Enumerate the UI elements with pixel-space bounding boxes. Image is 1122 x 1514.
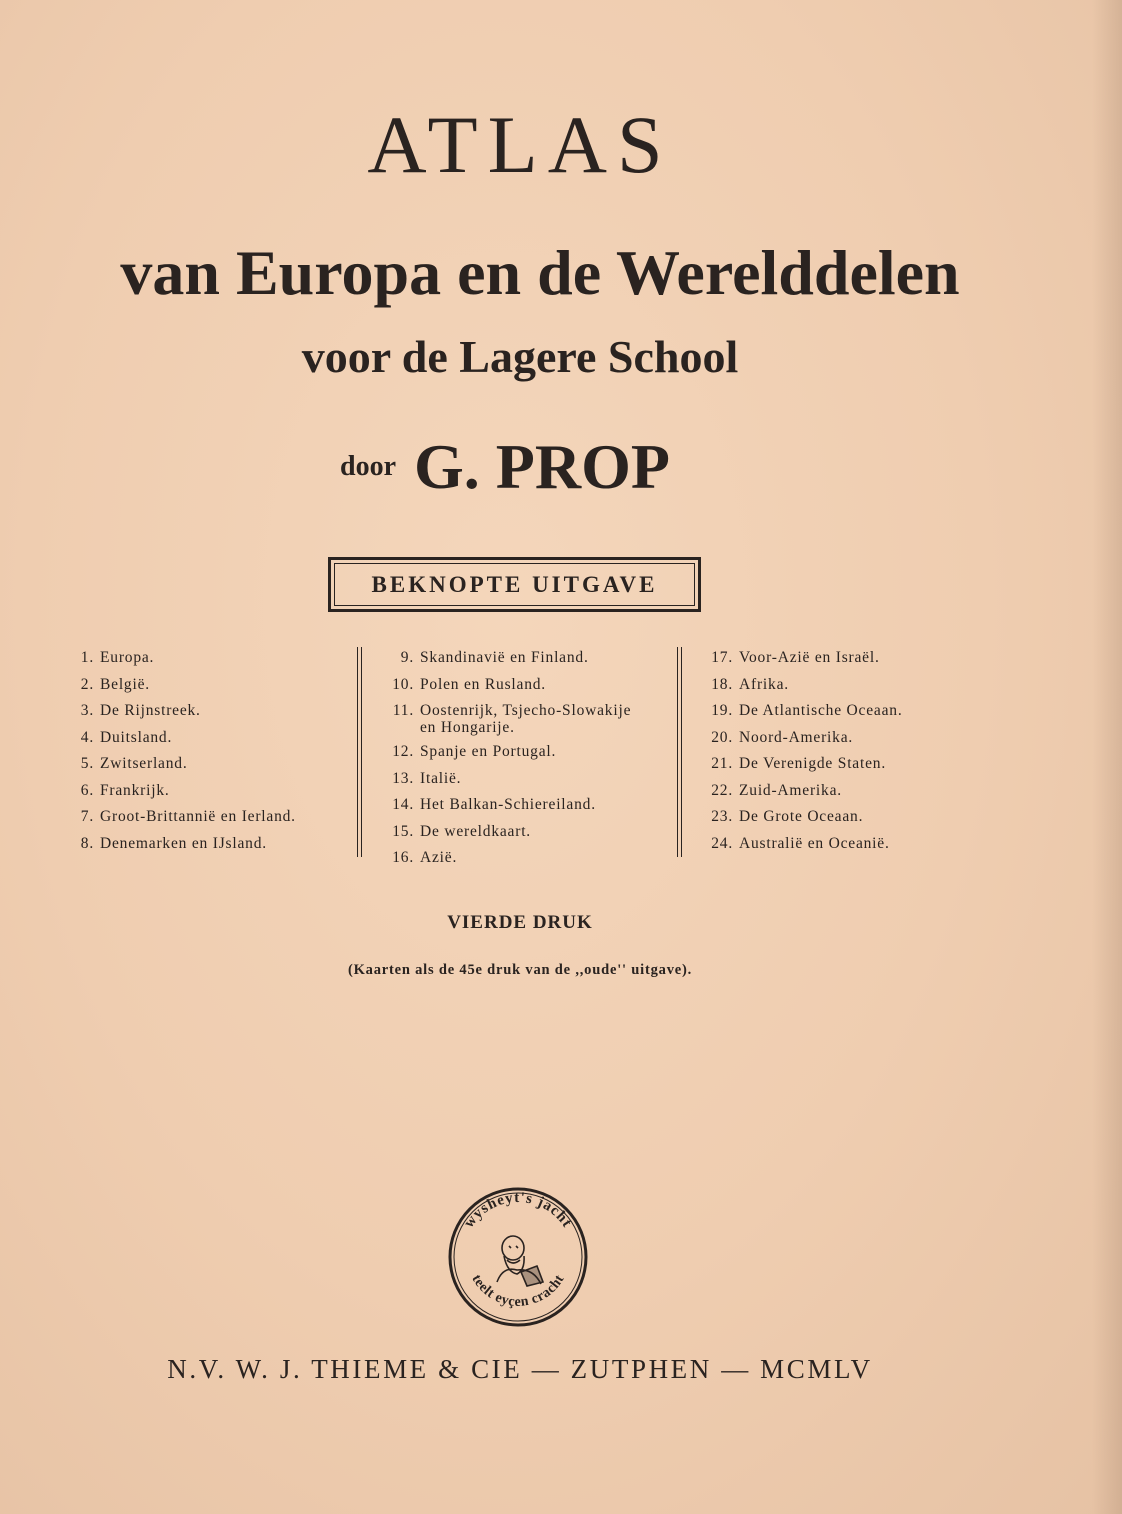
list-item xyxy=(384,702,684,736)
item-title: De Atlantische Oceaan. xyxy=(739,702,903,719)
page-edge-shadow xyxy=(1092,0,1122,1514)
item-title: Voor-Azië en Israël. xyxy=(739,649,880,666)
contents-column-1 xyxy=(66,645,356,857)
list-item xyxy=(66,672,356,699)
item-title: België. xyxy=(100,675,150,693)
item-number: 9. xyxy=(400,649,414,666)
list-item xyxy=(384,672,684,699)
item-number: 22. xyxy=(711,781,733,799)
seal-motto-top: wysheyt's jacht xyxy=(461,1189,576,1231)
edition-note: (Kaarten als de 45e druk van de ,,oude'' uitgave). xyxy=(347,962,693,978)
list-item xyxy=(703,698,1003,725)
item-title: Afrika. xyxy=(739,675,789,693)
contents-column-2 xyxy=(384,645,684,872)
item-number: 18. xyxy=(711,675,733,693)
item-title: Spanje en Portugal. xyxy=(420,743,557,760)
publisher-line: N.V. W. J. THIEME & CIE — ZUTPHEN — MCMLV xyxy=(167,1354,873,1384)
contents-column-3 xyxy=(703,645,1003,857)
print-edition: VIERDE DRUK xyxy=(447,912,593,933)
subtitle-line-2: voor de Lagere School xyxy=(301,331,739,382)
item-number: 23. xyxy=(711,808,733,825)
item-number: 6. xyxy=(80,781,94,799)
item-title: Europa. xyxy=(100,649,155,666)
item-number: 19. xyxy=(711,702,733,719)
item-number: 10. xyxy=(392,675,414,693)
list-item xyxy=(66,804,356,831)
item-title: De Rijnstreek. xyxy=(100,702,201,719)
list-item xyxy=(384,739,684,766)
list-item xyxy=(703,778,1003,805)
item-title: De Grote Oceaan. xyxy=(739,808,864,825)
list-item xyxy=(384,645,684,672)
item-title-continued: en Hongarije. xyxy=(420,719,515,736)
item-title: Zuid-Amerika. xyxy=(739,781,842,799)
edition-label: BEKNOPTE UITGAVE xyxy=(371,571,658,597)
item-number: 5. xyxy=(80,755,94,772)
item-number: 11. xyxy=(392,702,414,719)
item-number: 14. xyxy=(392,796,414,813)
list-item xyxy=(703,725,1003,752)
list-item xyxy=(384,819,684,846)
column-divider xyxy=(677,647,682,857)
item-title: Polen en Rusland. xyxy=(420,675,546,693)
item-number: 2. xyxy=(80,675,94,693)
atlas-title: ATLAS xyxy=(367,99,673,190)
list-item xyxy=(384,766,684,793)
item-title: Australië en Oceanië. xyxy=(739,834,890,852)
item-number: 3. xyxy=(80,702,94,719)
scholar-figure-icon xyxy=(497,1236,543,1286)
item-title: Denemarken en IJsland. xyxy=(100,834,267,852)
item-number: 16. xyxy=(392,849,414,866)
list-item xyxy=(66,698,356,725)
item-number: 13. xyxy=(392,769,414,787)
item-title: De Verenigde Staten. xyxy=(739,755,886,772)
column-divider xyxy=(357,647,362,857)
list-item xyxy=(66,751,356,778)
list-item xyxy=(703,645,1003,672)
list-item xyxy=(703,751,1003,778)
item-number: 15. xyxy=(392,822,414,840)
item-title: De wereldkaart. xyxy=(420,822,531,840)
publisher-seal-logo xyxy=(447,1186,589,1328)
item-title: Zwitserland. xyxy=(100,755,188,772)
item-number: 4. xyxy=(80,728,94,746)
item-title: Frankrijk. xyxy=(100,781,170,799)
list-item xyxy=(384,845,684,872)
item-number: 20. xyxy=(711,728,733,746)
author-name: G. PROP xyxy=(414,431,670,502)
list-item xyxy=(384,792,684,819)
item-title: Noord-Amerika. xyxy=(739,728,854,746)
item-number: 7. xyxy=(80,808,94,825)
item-number: 24. xyxy=(711,834,733,852)
list-item xyxy=(703,831,1003,858)
item-number: 1. xyxy=(80,649,94,666)
author-line xyxy=(340,430,670,504)
item-number: 17. xyxy=(711,649,733,666)
item-title: Groot-Brittannië en Ierland. xyxy=(100,808,296,825)
item-title: Oostenrijk, Tsjecho-Slowakije xyxy=(420,702,632,719)
list-item xyxy=(66,831,356,858)
item-number: 21. xyxy=(711,755,733,772)
item-title: Duitsland. xyxy=(100,728,173,746)
list-item xyxy=(66,645,356,672)
author-prefix: door xyxy=(340,451,396,482)
list-item xyxy=(66,725,356,752)
list-item xyxy=(703,804,1003,831)
item-number: 12. xyxy=(392,743,414,760)
item-number: 8. xyxy=(80,834,94,852)
edition-box xyxy=(328,557,701,612)
item-title: Skandinavië en Finland. xyxy=(420,649,589,666)
list-item xyxy=(703,672,1003,699)
item-title: Italië. xyxy=(420,769,462,787)
item-title: Het Balkan-Schiereiland. xyxy=(420,796,596,813)
item-title: Azië. xyxy=(420,849,458,866)
list-item xyxy=(66,778,356,805)
item-title-multiline xyxy=(420,702,631,736)
subtitle-line-1: van Europa en de Werelddelen xyxy=(120,237,960,308)
seal-motto-bottom: teelt eyçen cracht xyxy=(468,1272,568,1310)
